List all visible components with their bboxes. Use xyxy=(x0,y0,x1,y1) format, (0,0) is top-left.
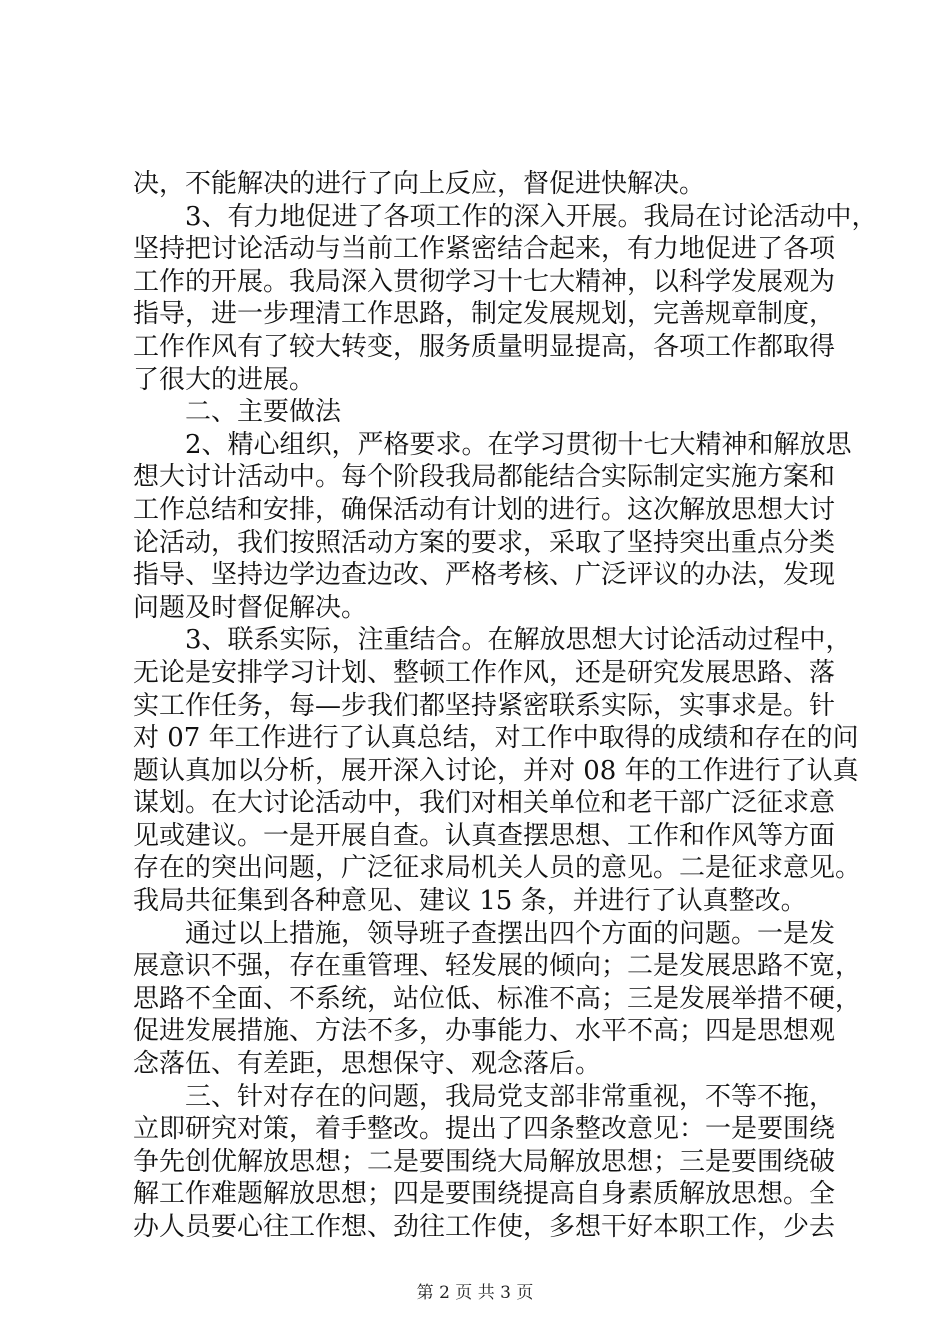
text-line: 争先创优解放思想；二是要围绕大局解放思想；三是要围绕破 xyxy=(133,1146,836,1177)
text-line: 解工作难题解放思想；四是要围绕提高自身素质解放思想。全 xyxy=(133,1179,836,1210)
text-line: 2、精心组织，严格要求。在学习贯彻十七大精神和解放思 xyxy=(133,429,852,460)
text-line: 思路不全面、不系统，站位低、标准不高；三是发展举措不硬， xyxy=(133,983,862,1014)
text-line: 念落伍、有差距，思想保守、观念落后。 xyxy=(133,1049,602,1080)
text-line: 工作总结和安排，确保活动有计划的进行。这次解放思想大讨 xyxy=(133,494,836,525)
text-line: 指导，进一步理清工作思路，制定发展规划，完善规章制度， xyxy=(133,299,836,330)
text-line: 坚持把讨论活动与当前工作紧密结合起来，有力地促进了各项 xyxy=(133,234,836,265)
page-number-label: 第 2 页 共 3 页 xyxy=(416,1283,534,1303)
text-line: 题认真加以分析，展开深入讨论，并对 08 年的工作进行了认真 xyxy=(133,755,859,786)
text-line: 了很大的进展。 xyxy=(133,364,316,395)
text-line: 展意识不强，存在重管理、轻发展的倾向；二是发展思路不宽， xyxy=(133,951,862,982)
document-body xyxy=(133,168,878,1244)
text-line: 对 07 年工作进行了认真总结，对工作中取得的成绩和存在的问 xyxy=(133,723,859,754)
text-line: 通过以上措施，领导班子查摆出四个方面的问题。一是发 xyxy=(133,918,836,949)
text-line: 存在的突出问题，广泛征求局机关人员的意见。二是征求意见。 xyxy=(133,853,862,884)
text-line: 我局共征集到各种意见、建议 15 条，并进行了认真整改。 xyxy=(133,886,807,917)
text-line: 工作作风有了较大转变，服务质量明显提高，各项工作都取得 xyxy=(133,331,836,362)
text-line: 问题及时督促解决。 xyxy=(133,592,368,623)
text-line: 办人员要心往工作想、劲往工作使，多想干好本职工作，少去 xyxy=(133,1212,836,1242)
text-line: 促进发展措施、方法不多，办事能力、水平不高；四是思想观 xyxy=(133,1016,836,1047)
text-line: 想大讨计活动中。每个阶段我局都能结合实际制定实施方案和 xyxy=(133,462,836,493)
text-line: 立即研究对策，着手整改。提出了四条整改意见：一是要围绕 xyxy=(133,1114,836,1145)
text-line: 谋划。在大讨论活动中，我们对相关单位和老干部广泛征求意 xyxy=(133,788,836,819)
text-line: 见或建议。一是开展自查。认真查摆思想、工作和作风等方面 xyxy=(133,820,836,851)
section-heading: 二、主要做法 xyxy=(133,397,342,428)
text-line: 无论是安排学习计划、整顿工作作风，还是研究发展思路、落 xyxy=(133,657,836,688)
text-line: 决，不能解决的进行了向上反应，督促进快解决。 xyxy=(133,169,706,199)
text-line: 论活动，我们按照活动方案的要求，采取了坚持突出重点分类 xyxy=(133,527,836,558)
text-line: 3、联系实际，注重结合。在解放思想大讨论活动过程中， xyxy=(133,625,852,656)
text-line: 实工作任务，每—步我们都坚持紧密联系实际，实事求是。针 xyxy=(133,690,836,721)
text-line: 工作的开展。我局深入贯彻学习十七大精神，以科学发展观为 xyxy=(133,266,836,297)
text-line: 3、有力地促进了各项工作的深入开展。我局在讨论活动中， xyxy=(133,201,878,232)
text-line: 指导、坚持边学边查边改、严格考核、广泛评议的办法，发现 xyxy=(133,560,836,591)
text-line: 三、针对存在的问题，我局党支部非常重视，不等不拖， xyxy=(133,1081,836,1112)
page-footer xyxy=(0,1278,950,1303)
